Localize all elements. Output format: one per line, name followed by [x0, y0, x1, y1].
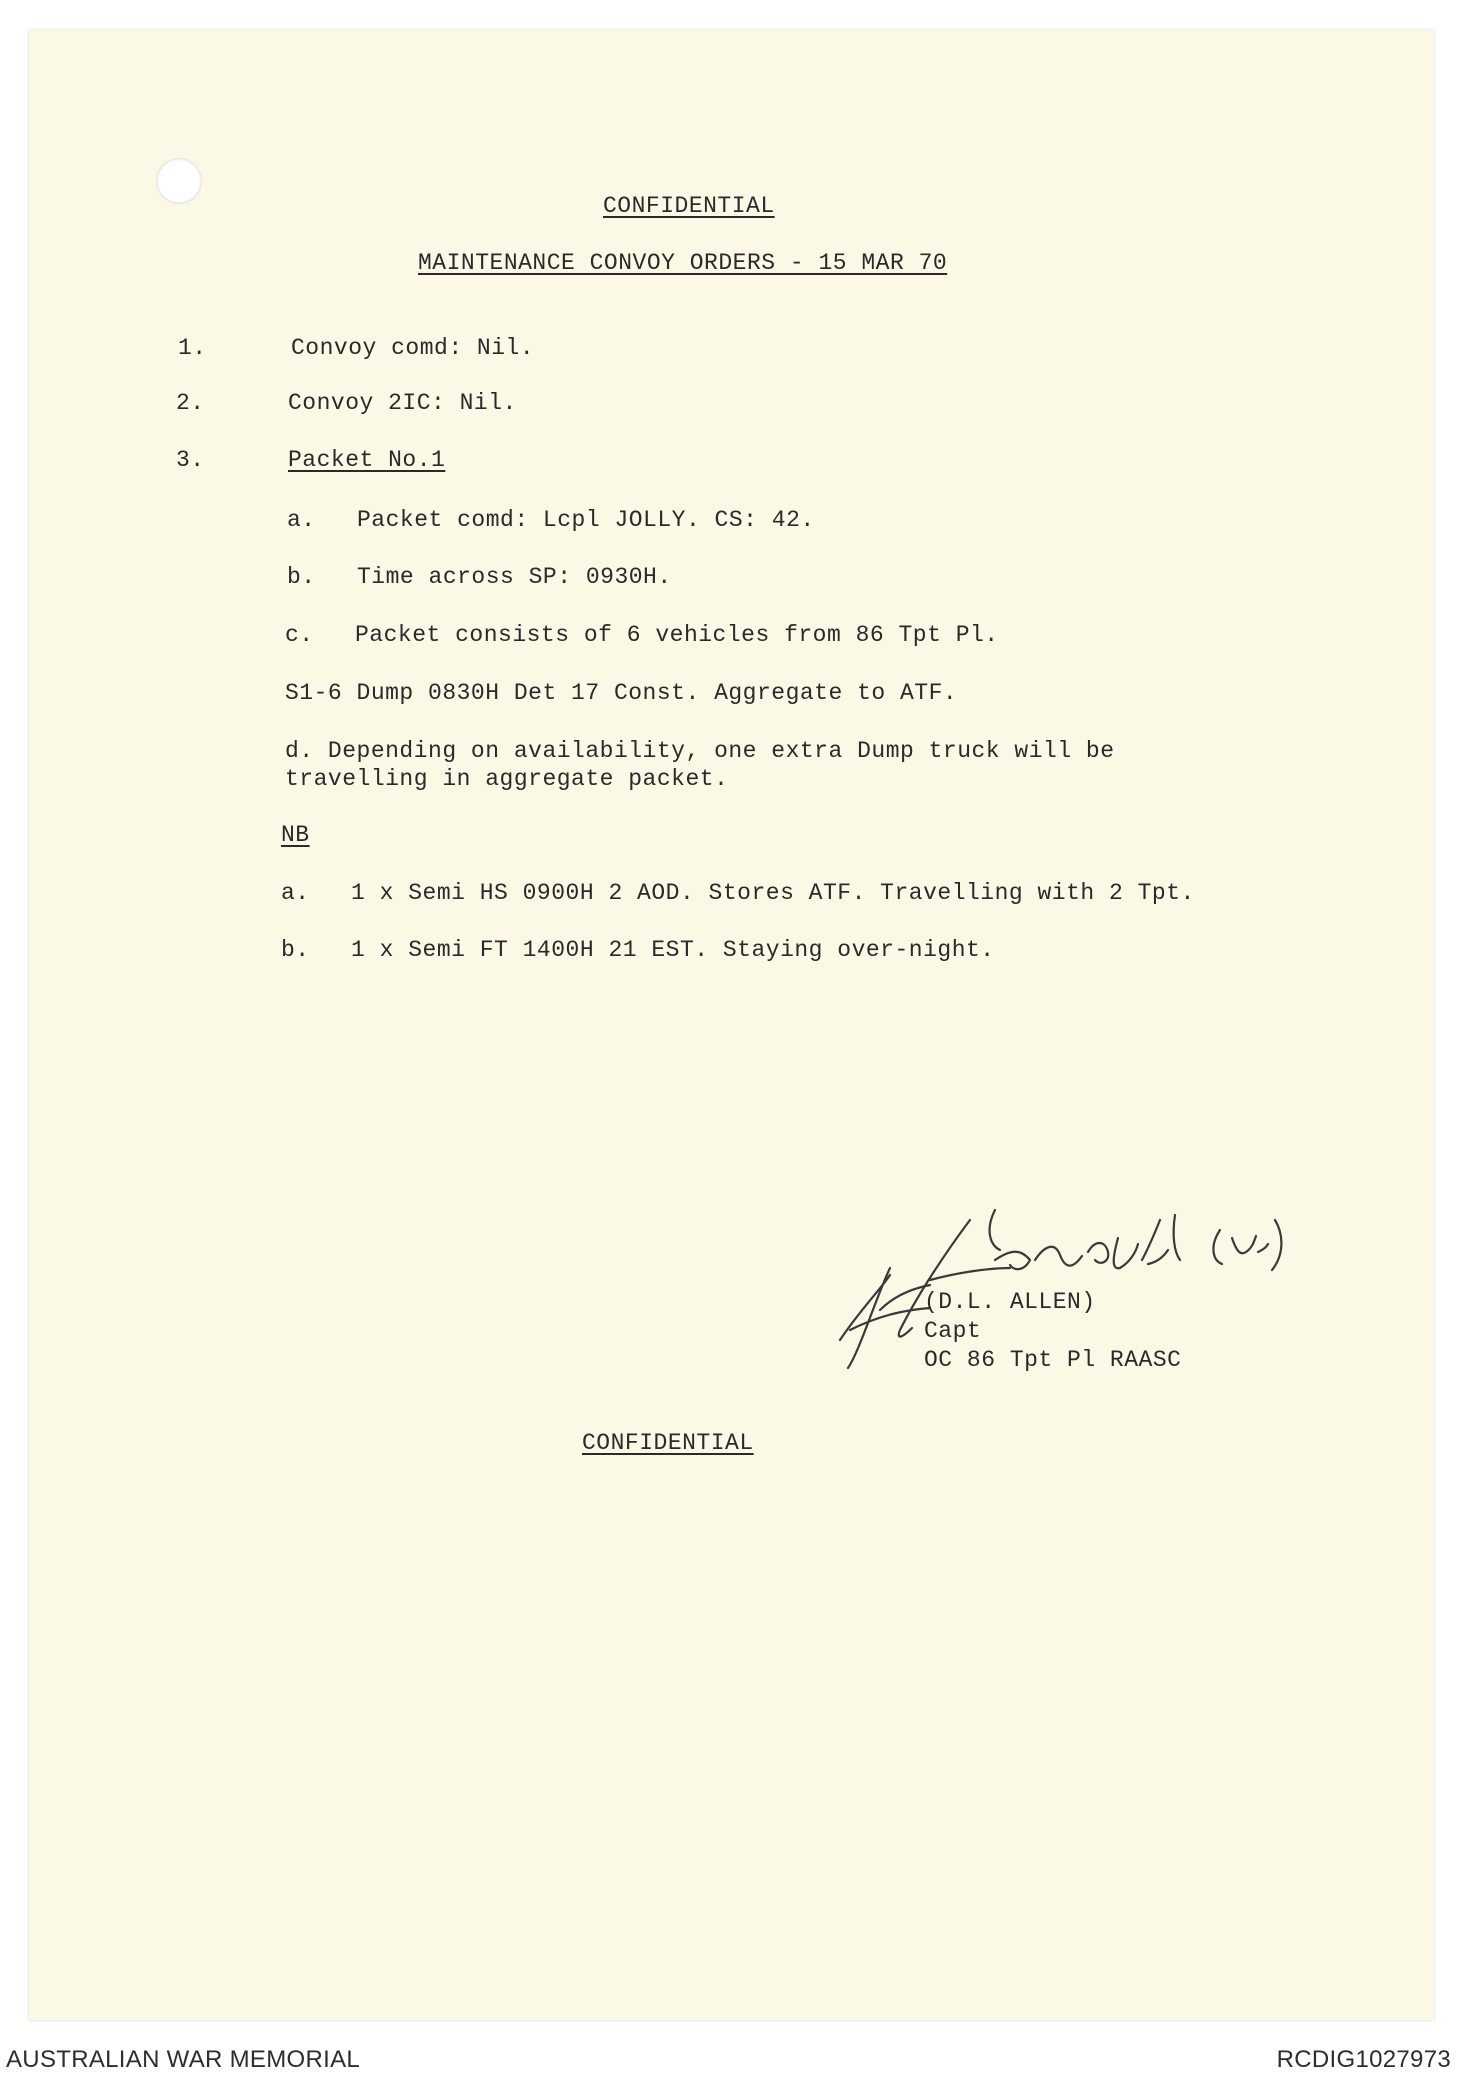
item-number: 2. [176, 390, 205, 416]
nb-heading: NB [281, 822, 310, 848]
nb-line: 1 x Semi HS 0900H 2 AOD. Stores ATF. Travelling with 2 Tpt. [351, 880, 1195, 906]
note-d-line: d. Depending on availability, one extra Dump truck will be [285, 738, 1115, 764]
document-title: MAINTENANCE CONVOY ORDERS - 15 MAR 70 [418, 250, 948, 276]
item-number: 1. [178, 335, 207, 361]
signatory-name: (D.L. ALLEN) [924, 1289, 1096, 1315]
packet-letter: c. [285, 622, 314, 648]
packet-line: Packet consists of 6 vehicles from 86 Tpt Pl. [355, 622, 999, 648]
footer-source: AUSTRALIAN WAR MEMORIAL [6, 2046, 361, 2073]
packet-heading: Packet No.1 [288, 447, 446, 473]
packet-letter: b. [287, 564, 316, 590]
punch-hole [156, 158, 202, 204]
signatory-unit: OC 86 Tpt Pl RAASC [924, 1347, 1182, 1373]
header-classification: CONFIDENTIAL [603, 193, 775, 219]
note-d-line: travelling in aggregate packet. [285, 766, 729, 792]
signatory-rank: Capt [924, 1318, 982, 1344]
nb-letter: a. [281, 880, 310, 906]
document-page [29, 30, 1434, 2020]
item-text: Convoy 2IC: Nil. [288, 390, 517, 416]
packet-letter: a. [287, 507, 316, 533]
footer-catalog-id: RCDIG1027973 [1276, 2046, 1451, 2073]
item-text: Convoy comd: Nil. [291, 335, 535, 361]
packet-line: Packet comd: Lcpl JOLLY. CS: 42. [357, 507, 815, 533]
dump-line: S1-6 Dump 0830H Det 17 Const. Aggregate to ATF. [285, 680, 958, 706]
packet-line: Time across SP: 0930H. [357, 564, 672, 590]
nb-line: 1 x Semi FT 1400H 21 EST. Staying over-night. [351, 937, 995, 963]
footer-classification: CONFIDENTIAL [582, 1430, 754, 1456]
nb-letter: b. [281, 937, 310, 963]
item-number: 3. [176, 447, 205, 473]
